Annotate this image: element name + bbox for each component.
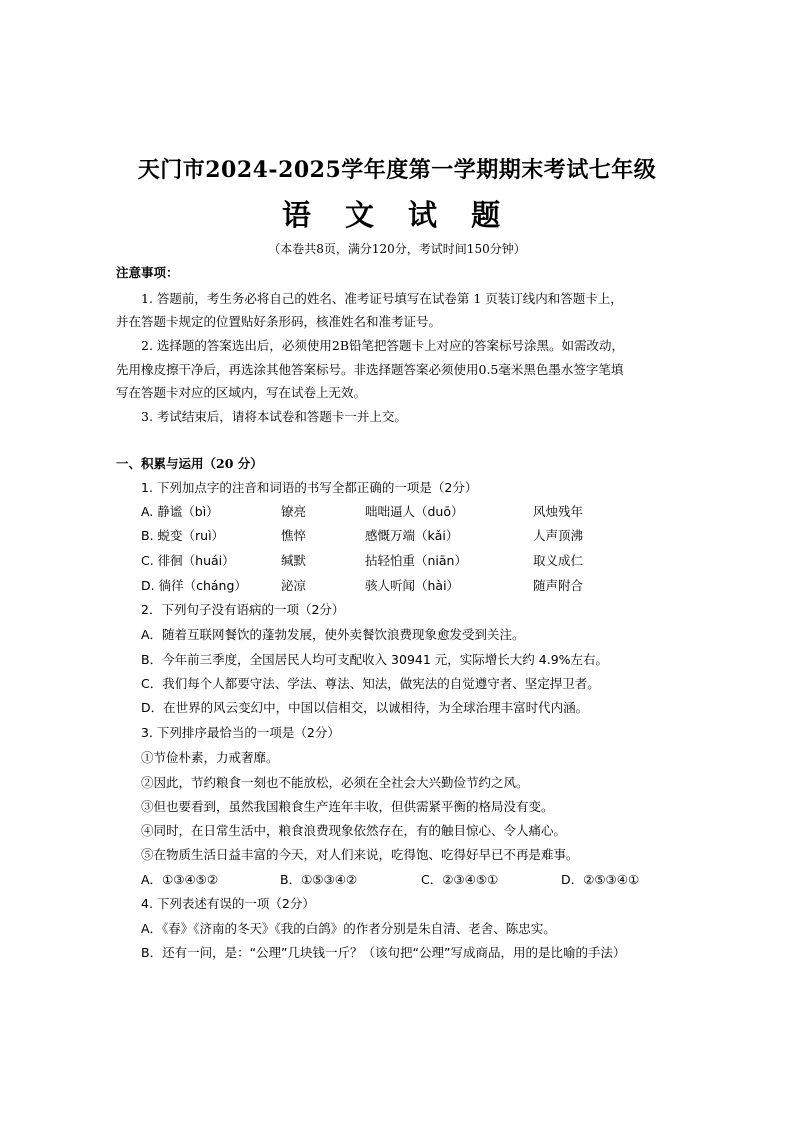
option-cell: 风烛残年 — [533, 504, 584, 519]
question-1-stem: 1. 下列加点字的注音和词语的书写全都正确的一项是（2分） — [141, 480, 478, 495]
instructions-heading: 注意事项： — [116, 265, 179, 280]
question-2-option-d: D．在世界的风云变幻中，中国以信相交，以诚相待，为全球治理丰富时代内涵。 — [141, 700, 589, 715]
option-cell: 拈轻怕重（niān） — [365, 553, 467, 568]
instruction-line: 1. 答题前，考生务必将自己的姓名、准考证号填写在试卷第 1 页装订线内和答题卡上， — [141, 291, 623, 306]
question-3-choices — [141, 871, 701, 889]
option-cell: 随声附合 — [533, 578, 584, 593]
choice-c: C．②③④⑤① — [421, 872, 499, 887]
question-2-stem: 2．下列句子没有语病的一项（2分） — [141, 602, 345, 617]
option-cell: C. 徘徊（huái） — [141, 553, 235, 568]
question-4-option-a: A．《春》《济南的冬天》《我的白鸽》的作者分别是朱自清、老舍、陈忠实。 — [141, 921, 556, 936]
question-4-stem: 4. 下列表述有误的一项（2分） — [141, 896, 315, 911]
option-cell: A. 静谧（bì） — [141, 504, 219, 519]
question-1-option-c — [141, 552, 701, 570]
question-4-option-b: B．还有一问，是：“公理”几块钱一斤？（该句把“公理”写成商品，用的是比喻的手法） — [141, 945, 626, 960]
choice-b: B．①⑤③④② — [280, 872, 358, 887]
exam-subject-title: 语 文 试 题 — [281, 198, 513, 232]
question-3-sentence: ③但也要看到，虽然我国粮食生产连年丰收，但供需紧平衡的格局没有变。 — [141, 799, 554, 814]
exam-title: 天门市2024-2025学年度第一学期期末考试七年级 — [137, 157, 657, 183]
question-3-sentence: ①节俭朴素，力戒奢靡。 — [141, 750, 279, 765]
instruction-line: 写在答题卡对应的区域内，写在试卷上无效。 — [116, 385, 367, 400]
question-1-option-d — [141, 577, 701, 595]
choice-d: D．②⑤③④① — [561, 872, 640, 887]
option-cell: 骇人听闻（hài） — [365, 578, 460, 593]
option-cell: D. 徜徉（cháng） — [141, 578, 247, 593]
instruction-line: 2. 选择题的答案选出后，必须使用2B铅笔把答题卡上对应的答案标号涂黑。如需改动， — [141, 338, 625, 353]
instruction-line: 3. 考试结束后，请将本试卷和答题卡一并上交。 — [141, 409, 407, 424]
section-heading: 一、积累与运用（20 分） — [116, 456, 263, 471]
question-3-stem: 3. 下列排序最恰当的一项是（2分） — [141, 725, 340, 740]
question-2-option-b: B．今年前三季度，全国居民人均可支配收入 30941 元，实际增长大约 4.9%左右。 — [141, 652, 609, 667]
exam-note: （本卷共8页，满分120分，考试时间150分钟） — [268, 242, 526, 256]
question-2-option-c: C．我们每个人都要守法、学法、尊法、知法，做宪法的自觉遵守者、坚定捍卫者。 — [141, 676, 600, 691]
option-cell: 咄咄逼人（duō） — [365, 504, 464, 519]
option-cell: 取义成仁 — [533, 553, 584, 568]
question-3-sentence: ⑤在物质生活日益丰富的今天，对人们来说，吃得饱、吃得好早已不再是难事。 — [141, 847, 579, 862]
option-cell: 憔悴 — [281, 528, 307, 543]
instruction-line: 先用橡皮擦干净后，再选涂其他答案标号。非选择题答案必须使用0.5毫米黑色墨水签字笔填 — [116, 362, 624, 377]
option-cell: 感慨万端（kǎi） — [365, 528, 459, 543]
option-cell: 人声顶沸 — [533, 528, 584, 543]
option-cell: 缄默 — [281, 553, 307, 568]
option-cell: 泌凉 — [281, 578, 307, 593]
question-3-sentence: ②因此，节约粮食一刻也不能放松，必须在全社会大兴勤俭节约之风。 — [141, 775, 529, 790]
option-cell: B. 蜕变（ruì） — [141, 528, 225, 543]
choice-a: A．①③④⑤② — [141, 872, 219, 887]
instruction-line: 并在答题卡规定的位置贴好条形码，核准姓名和准考证号。 — [116, 314, 442, 329]
question-1-option-b — [141, 527, 701, 545]
question-2-option-a: A．随着互联网餐饮的蓬勃发展，使外卖餐饮浪费现象愈发受到关注。 — [141, 627, 525, 642]
question-3-sentence: ④同时，在日常生活中，粮食浪费现象依然存在，有的触目惊心、令人痛心。 — [141, 823, 567, 838]
question-1-option-a — [141, 503, 701, 521]
option-cell: 镣亮 — [281, 504, 307, 519]
